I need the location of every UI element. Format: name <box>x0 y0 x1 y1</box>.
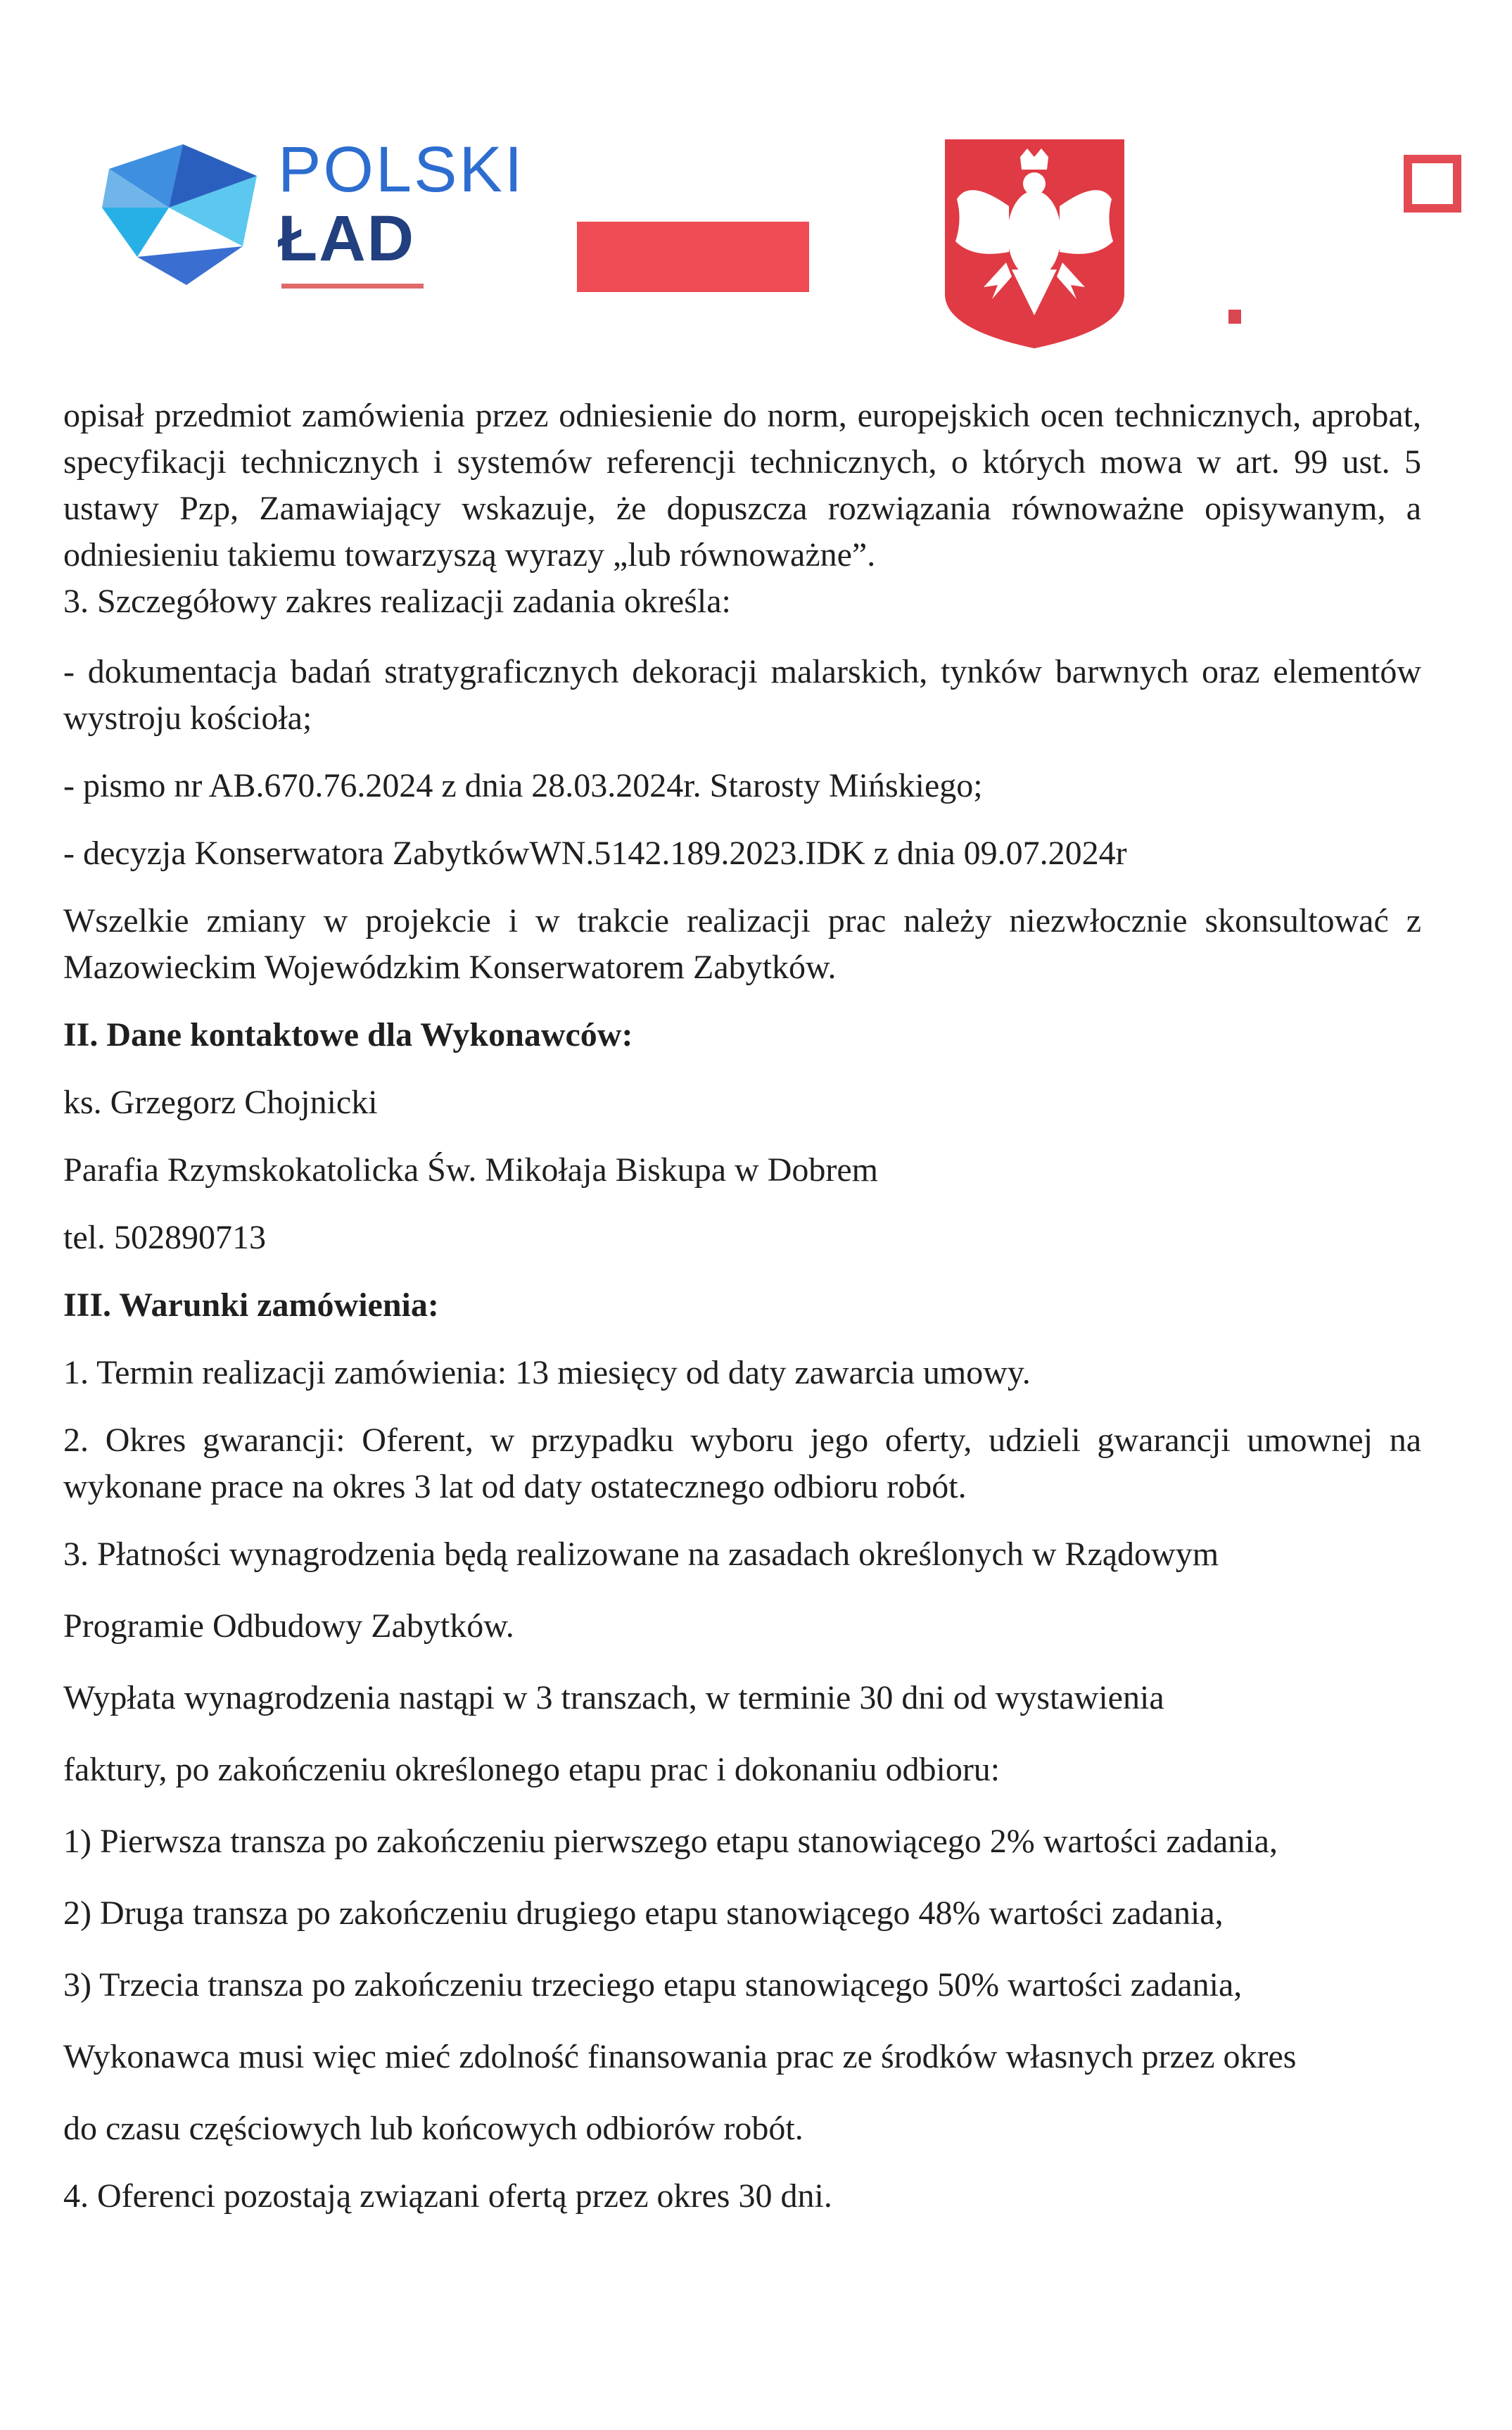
condition-warranty: 2. Okres gwarancji: Oferent, w przypadku wyboru jego oferty, udzieli gwarancji umownej na wykonane prace na okres 3 lat od daty ostatecznego odbioru robót. <box>63 1422 1421 1505</box>
logo-line-lad: ŁAD <box>278 203 416 274</box>
scope-heading: 3. Szczegółowy zakres realizacji zadania określa: <box>63 583 731 620</box>
document-body <box>63 393 1421 2220</box>
condition-offer-validity: 4. Oferenci pozostają związani ofertą przez okres 30 dni. <box>63 2177 832 2215</box>
logo-line-polski: POLSKI <box>278 134 525 205</box>
payout-line2: faktury, po zakończeniu określonego etapu prac i dokonaniu odbioru: <box>63 1751 1000 1788</box>
contact-name: ks. Grzegorz Chojnicki <box>63 1084 378 1121</box>
tranche-third: 3) Trzecia transza po zakończeniu trzeciego etapu stanowiącego 50% wartości zadania, <box>63 1966 1243 2004</box>
section-contact-title: II. Dane kontaktowe dla Wykonawców: <box>63 1016 633 1053</box>
polish-flag-red-band <box>577 222 809 292</box>
condition-deadline: 1. Termin realizacji zamówienia: 13 miesięcy od daty zawarcia umowy. <box>63 1354 1031 1391</box>
polish-eagle-emblem-icon <box>941 136 1128 352</box>
payout-line1: Wypłata wynagrodzenia nastąpi w 3 transzach, w terminie 30 dni od wystawienia <box>63 1679 1164 1716</box>
contact-phone: tel. 502890713 <box>63 1219 266 1256</box>
scope-bullet-decision: - decyzja Konserwatora ZabytkówWN.5142.189.2023.IDK z dnia 09.07.2024r <box>63 835 1127 872</box>
changes-note: Wszelkie zmiany w projekcie i w trakcie realizacji prac należy niezwłocznie skonsultować z Mazowieckim Wojewódzkim Konserwatorem Zabytków. <box>63 902 1421 986</box>
scope-bullet-documentation: - dokumentacja badań stratygraficznych dekoracji malarskich, tynków barwnych oraz elementów wystroju kościoła; <box>63 653 1421 737</box>
section-conditions-title: III. Warunki zamówienia: <box>63 1286 439 1324</box>
condition-payment-line2: Programie Odbudowy Zabytków. <box>63 1607 514 1645</box>
paragraph-description: opisał przedmiot zamówienia przez odniesienie do norm, europejskich ocen technicznych, aprobat, specyfikacji technicznych i systemów referencji technicznych, o których mowa w art. 99 ust. 5 ustawy Pzp, Zamawiający wskazuje, że dopuszcza rozwiązania równoważne opisywanym, a odniesieniu takiemu towarzyszą wyrazy „lub równoważne”. <box>63 397 1421 574</box>
finance-line1: Wykonawca musi więc mieć zdolność finansowania prac ze środków własnych przez okres <box>63 2038 1297 2075</box>
polski-lad-logo-text <box>278 134 525 274</box>
tranche-first: 1) Pierwsza transza po zakończeniu pierwszego etapu stanowiącego 2% wartości zadania, <box>63 1823 1278 1860</box>
finance-line2: do czasu częściowych lub końcowych odbiorów robót. <box>63 2110 803 2147</box>
condition-payment-line1: 3. Płatności wynagrodzenia będą realizowane na zasadach określonych w Rządowym <box>63 1536 1219 1573</box>
polski-lad-logo-icon <box>102 141 257 289</box>
red-dot-mark <box>1228 310 1241 324</box>
contact-parish: Parafia Rzymskokatolicka Św. Mikołaja Biskupa w Dobrem <box>63 1151 878 1189</box>
tranche-second: 2) Druga transza po zakończeniu drugiego etapu stanowiącego 48% wartości zadania, <box>63 1894 1224 1932</box>
logo-underline <box>281 284 424 289</box>
red-square-outline-mark <box>1404 155 1461 213</box>
scope-bullet-letter: - pismo nr AB.670.76.2024 z dnia 28.03.2024r. Starosty Mińskiego; <box>63 767 983 804</box>
